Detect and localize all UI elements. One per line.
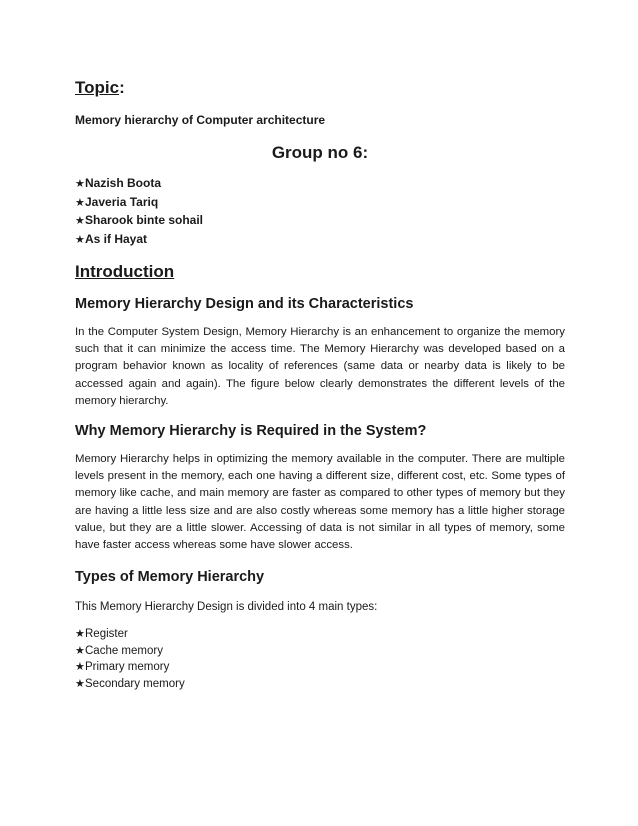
star-icon: ★ — [75, 233, 85, 246]
star-icon: ★ — [75, 677, 85, 690]
star-icon: ★ — [75, 215, 85, 227]
member-name: Nazish Boota — [85, 176, 162, 190]
types-heading: Types of Memory Hierarchy — [75, 569, 265, 586]
type-name: Primary memory — [85, 661, 170, 674]
star-icon: ★ — [75, 644, 85, 657]
list-item — [75, 212, 565, 231]
subtitle: Memory hierarchy of Computer architecture — [75, 113, 326, 127]
topic-label: Topic — [75, 78, 120, 97]
list-item — [75, 643, 565, 660]
type-name: Secondary memory — [85, 677, 185, 690]
type-name: Register — [85, 628, 128, 641]
topic-suffix: : — [119, 78, 125, 97]
why-heading: Why Memory Hierarchy is Required in the System? — [75, 423, 427, 440]
types-intro: This Memory Hierarchy Design is divided into 4 main types: — [75, 601, 378, 614]
list-item — [75, 194, 565, 213]
list-item — [75, 231, 565, 250]
star-icon: ★ — [75, 178, 85, 190]
design-heading: Memory Hierarchy Design and its Characteristics — [75, 296, 414, 312]
list-item — [75, 659, 565, 676]
why-body: Memory Hierarchy helps in optimizing the memory available in the computer. There are multiple levels present in the memory, each one having a different size, different cost, etc. Some types of memory like cache, and main memory are faster as compared to other types of memory but they are having a little less size and are also costly whereas some memory has a little higher storage value, but they are a little slower. Accessing of data is not similar in all types of memory, some have faster access whereas some have slower access. — [75, 453, 565, 552]
types-list — [75, 626, 565, 692]
member-name: As if Hayat — [85, 231, 148, 246]
type-name: Cache memory — [85, 644, 163, 657]
list-item — [75, 676, 565, 693]
introduction-heading: Introduction — [75, 262, 175, 281]
group-heading: Group no 6: — [271, 143, 369, 162]
star-icon: ★ — [75, 196, 85, 209]
members-list — [75, 175, 565, 249]
topic-heading — [75, 78, 565, 98]
member-name: Sharook binte sohail — [85, 213, 204, 227]
design-body: In the Computer System Design, Memory Hierarchy is an enhancement to organize the memory such that it can minimize the access time. The Memory Hierarchy was developed based on a program behavior known as locality of references (same data or nearby data is likely to be accessed again and again). The figure below clearly demonstrates the different levels of the memory hierarchy. — [75, 326, 565, 407]
list-item — [75, 175, 565, 194]
member-name: Javeria Tariq — [85, 194, 159, 209]
star-icon: ★ — [75, 661, 85, 674]
document-page — [75, 78, 565, 692]
star-icon: ★ — [75, 628, 85, 641]
list-item — [75, 626, 565, 643]
